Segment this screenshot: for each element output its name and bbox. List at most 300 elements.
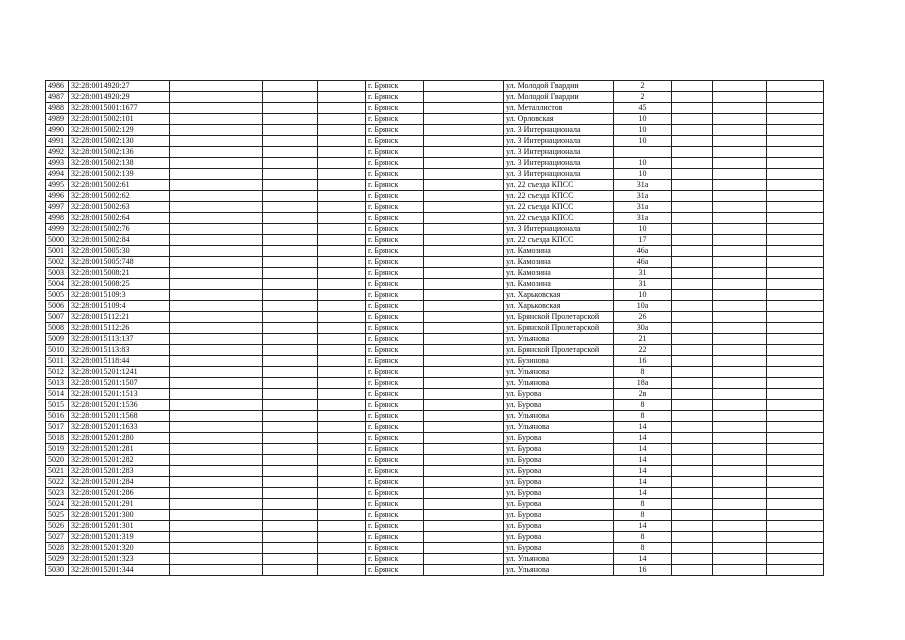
empty-cell xyxy=(672,543,713,554)
empty-cell xyxy=(170,422,263,433)
empty-cell xyxy=(672,246,713,257)
house-number-cell xyxy=(614,147,672,158)
street-cell: ул. Брянской Пролетарской xyxy=(504,312,614,323)
row-number-cell: 4992 xyxy=(46,147,69,158)
row-number-cell: 5016 xyxy=(46,411,69,422)
empty-cell xyxy=(424,378,504,389)
house-number-cell: 14 xyxy=(614,521,672,532)
empty-cell xyxy=(170,103,263,114)
empty-cell xyxy=(767,279,824,290)
table-row xyxy=(46,345,824,356)
city-cell: г. Брянск xyxy=(366,367,424,378)
empty-cell xyxy=(672,345,713,356)
city-cell: г. Брянск xyxy=(366,301,424,312)
empty-cell xyxy=(424,224,504,235)
empty-cell xyxy=(170,378,263,389)
table-row xyxy=(46,312,824,323)
city-cell: г. Брянск xyxy=(366,312,424,323)
house-number-cell: 2в xyxy=(614,389,672,400)
cadastral-number-cell: 32:28:0015201:1633 xyxy=(69,422,170,433)
cadastral-number-cell: 32:28:0015005:748 xyxy=(69,257,170,268)
house-number-cell: 14 xyxy=(614,455,672,466)
cadastral-number-cell: 32:28:0015201:1513 xyxy=(69,389,170,400)
row-number-cell: 5008 xyxy=(46,323,69,334)
house-number-cell: 18а xyxy=(614,378,672,389)
table-row xyxy=(46,114,824,125)
empty-cell xyxy=(767,466,824,477)
table-row xyxy=(46,202,824,213)
cadastral-number-cell: 32:28:0015008:25 xyxy=(69,279,170,290)
row-number-cell: 4989 xyxy=(46,114,69,125)
cadastral-number-cell: 32:28:0015201:1536 xyxy=(69,400,170,411)
table-row xyxy=(46,158,824,169)
row-number-cell: 4987 xyxy=(46,92,69,103)
city-cell: г. Брянск xyxy=(366,444,424,455)
empty-cell xyxy=(318,323,366,334)
city-cell: г. Брянск xyxy=(366,488,424,499)
empty-cell xyxy=(170,290,263,301)
city-cell: г. Брянск xyxy=(366,290,424,301)
empty-cell xyxy=(672,279,713,290)
cadastral-number-cell: 32:28:0015002:129 xyxy=(69,125,170,136)
empty-cell xyxy=(424,158,504,169)
empty-cell xyxy=(170,455,263,466)
empty-cell xyxy=(672,103,713,114)
empty-cell xyxy=(424,202,504,213)
city-cell: г. Брянск xyxy=(366,125,424,136)
empty-cell xyxy=(263,81,318,92)
cadastral-number-cell: 32:28:0015201:1241 xyxy=(69,367,170,378)
empty-cell xyxy=(263,301,318,312)
empty-cell xyxy=(170,389,263,400)
empty-cell xyxy=(424,477,504,488)
empty-cell xyxy=(318,334,366,345)
empty-cell xyxy=(713,180,767,191)
empty-cell xyxy=(170,543,263,554)
empty-cell xyxy=(318,433,366,444)
street-cell: ул. Металлистов xyxy=(504,103,614,114)
row-number-cell: 5007 xyxy=(46,312,69,323)
empty-cell xyxy=(263,147,318,158)
empty-cell xyxy=(672,180,713,191)
street-cell: ул. Камозина xyxy=(504,279,614,290)
empty-cell xyxy=(263,378,318,389)
empty-cell xyxy=(318,257,366,268)
empty-cell xyxy=(170,466,263,477)
cadastral-number-cell: 32:28:0015002:101 xyxy=(69,114,170,125)
cadastral-number-cell: 32:28:0014920:27 xyxy=(69,81,170,92)
empty-cell xyxy=(767,433,824,444)
empty-cell xyxy=(672,158,713,169)
street-cell: ул. Бурова xyxy=(504,488,614,499)
street-cell: ул. Ульянова xyxy=(504,565,614,576)
empty-cell xyxy=(318,378,366,389)
row-number-cell: 5001 xyxy=(46,246,69,257)
street-cell: ул. Харьковская xyxy=(504,301,614,312)
table-row xyxy=(46,246,824,257)
row-number-cell: 4986 xyxy=(46,81,69,92)
empty-cell xyxy=(170,510,263,521)
empty-cell xyxy=(713,356,767,367)
row-number-cell: 4997 xyxy=(46,202,69,213)
empty-cell xyxy=(713,279,767,290)
house-number-cell: 16 xyxy=(614,356,672,367)
row-number-cell: 5021 xyxy=(46,466,69,477)
row-number-cell: 5029 xyxy=(46,554,69,565)
empty-cell xyxy=(713,147,767,158)
empty-cell xyxy=(767,136,824,147)
cadastral-number-cell: 32:28:0015002:61 xyxy=(69,180,170,191)
empty-cell xyxy=(767,455,824,466)
empty-cell xyxy=(713,367,767,378)
empty-cell xyxy=(672,191,713,202)
table-row xyxy=(46,532,824,543)
empty-cell xyxy=(767,510,824,521)
empty-cell xyxy=(713,235,767,246)
cadastral-number-cell: 32:28:0015002:76 xyxy=(69,224,170,235)
empty-cell xyxy=(767,488,824,499)
city-cell: г. Брянск xyxy=(366,499,424,510)
empty-cell xyxy=(672,422,713,433)
empty-cell xyxy=(318,169,366,180)
empty-cell xyxy=(767,125,824,136)
street-cell: ул. Бурова xyxy=(504,521,614,532)
empty-cell xyxy=(170,554,263,565)
empty-cell xyxy=(672,521,713,532)
empty-cell xyxy=(170,114,263,125)
empty-cell xyxy=(263,422,318,433)
street-cell: ул. 22 съезда КПСС xyxy=(504,235,614,246)
table-row xyxy=(46,268,824,279)
empty-cell xyxy=(263,356,318,367)
empty-cell xyxy=(318,81,366,92)
empty-cell xyxy=(713,532,767,543)
empty-cell xyxy=(263,279,318,290)
empty-cell xyxy=(170,521,263,532)
empty-cell xyxy=(318,488,366,499)
empty-cell xyxy=(424,290,504,301)
empty-cell xyxy=(318,521,366,532)
table-row xyxy=(46,389,824,400)
table-row xyxy=(46,444,824,455)
street-cell: ул. 3 Интернационала xyxy=(504,125,614,136)
empty-cell xyxy=(713,378,767,389)
house-number-cell: 10 xyxy=(614,224,672,235)
empty-cell xyxy=(672,312,713,323)
empty-cell xyxy=(263,323,318,334)
table-row xyxy=(46,224,824,235)
table-row xyxy=(46,356,824,367)
empty-cell xyxy=(424,565,504,576)
empty-cell xyxy=(767,345,824,356)
city-cell: г. Брянск xyxy=(366,334,424,345)
empty-cell xyxy=(318,422,366,433)
row-number-cell: 4998 xyxy=(46,213,69,224)
empty-cell xyxy=(263,246,318,257)
empty-cell xyxy=(263,499,318,510)
empty-cell xyxy=(767,400,824,411)
city-cell: г. Брянск xyxy=(366,565,424,576)
empty-cell xyxy=(424,444,504,455)
empty-cell xyxy=(672,323,713,334)
empty-cell xyxy=(713,136,767,147)
empty-cell xyxy=(672,92,713,103)
empty-cell xyxy=(318,202,366,213)
empty-cell xyxy=(713,334,767,345)
street-cell: ул. 22 съезда КПСС xyxy=(504,191,614,202)
empty-cell xyxy=(170,125,263,136)
street-cell: ул. Ульянова xyxy=(504,367,614,378)
empty-cell xyxy=(713,202,767,213)
empty-cell xyxy=(713,158,767,169)
cadastral-number-cell: 32:28:0015002:63 xyxy=(69,202,170,213)
empty-cell xyxy=(318,455,366,466)
street-cell: ул. Бурова xyxy=(504,400,614,411)
row-number-cell: 4999 xyxy=(46,224,69,235)
table-row xyxy=(46,103,824,114)
table-row xyxy=(46,433,824,444)
house-number-cell: 46а xyxy=(614,246,672,257)
empty-cell xyxy=(767,334,824,345)
empty-cell xyxy=(170,411,263,422)
empty-cell xyxy=(318,389,366,400)
row-number-cell: 5005 xyxy=(46,290,69,301)
street-cell: ул. 22 съезда КПСС xyxy=(504,213,614,224)
cadastral-number-cell: 32:28:0015112:26 xyxy=(69,323,170,334)
empty-cell xyxy=(170,334,263,345)
empty-cell xyxy=(672,257,713,268)
empty-cell xyxy=(672,169,713,180)
table-row xyxy=(46,323,824,334)
empty-cell xyxy=(263,488,318,499)
empty-cell xyxy=(170,444,263,455)
cadastral-number-cell: 32:28:0015112:21 xyxy=(69,312,170,323)
house-number-cell: 31 xyxy=(614,268,672,279)
empty-cell xyxy=(424,180,504,191)
table-row xyxy=(46,554,824,565)
empty-cell xyxy=(263,191,318,202)
cadastral-number-cell: 32:28:0015113:137 xyxy=(69,334,170,345)
empty-cell xyxy=(318,301,366,312)
empty-cell xyxy=(424,543,504,554)
city-cell: г. Брянск xyxy=(366,466,424,477)
city-cell: г. Брянск xyxy=(366,279,424,290)
cadastral-number-cell: 32:28:0015201:344 xyxy=(69,565,170,576)
city-cell: г. Брянск xyxy=(366,400,424,411)
street-cell: ул. 3 Интернационала xyxy=(504,169,614,180)
house-number-cell: 8 xyxy=(614,543,672,554)
empty-cell xyxy=(767,202,824,213)
house-number-cell: 30а xyxy=(614,323,672,334)
table-row xyxy=(46,521,824,532)
empty-cell xyxy=(318,136,366,147)
street-cell: ул. Бурова xyxy=(504,433,614,444)
empty-cell xyxy=(713,257,767,268)
empty-cell xyxy=(318,345,366,356)
city-cell: г. Брянск xyxy=(366,257,424,268)
empty-cell xyxy=(424,521,504,532)
empty-cell xyxy=(424,257,504,268)
table-row xyxy=(46,81,824,92)
empty-cell xyxy=(318,213,366,224)
cadastral-number-cell: 32:28:0015201:320 xyxy=(69,543,170,554)
empty-cell xyxy=(263,433,318,444)
empty-cell xyxy=(767,290,824,301)
empty-cell xyxy=(263,543,318,554)
empty-cell xyxy=(672,499,713,510)
empty-cell xyxy=(713,499,767,510)
table-row xyxy=(46,488,824,499)
empty-cell xyxy=(713,103,767,114)
empty-cell xyxy=(424,213,504,224)
empty-cell xyxy=(672,455,713,466)
street-cell: ул. Бурова xyxy=(504,466,614,477)
empty-cell xyxy=(318,92,366,103)
empty-cell xyxy=(318,158,366,169)
empty-cell xyxy=(318,114,366,125)
empty-cell xyxy=(767,224,824,235)
empty-cell xyxy=(767,103,824,114)
table-row xyxy=(46,378,824,389)
empty-cell xyxy=(170,136,263,147)
empty-cell xyxy=(318,565,366,576)
row-number-cell: 5015 xyxy=(46,400,69,411)
empty-cell xyxy=(318,411,366,422)
empty-cell xyxy=(672,147,713,158)
house-number-cell: 14 xyxy=(614,433,672,444)
empty-cell xyxy=(767,554,824,565)
street-cell: ул. Бурова xyxy=(504,499,614,510)
street-cell: ул. Молодой Гвардии xyxy=(504,81,614,92)
empty-cell xyxy=(424,268,504,279)
empty-cell xyxy=(767,532,824,543)
house-number-cell: 31а xyxy=(614,202,672,213)
house-number-cell: 10а xyxy=(614,301,672,312)
cadastral-number-cell: 32:28:0015008:21 xyxy=(69,268,170,279)
street-cell: ул. Харьковская xyxy=(504,290,614,301)
empty-cell xyxy=(767,235,824,246)
empty-cell xyxy=(713,169,767,180)
empty-cell xyxy=(672,235,713,246)
empty-cell xyxy=(767,444,824,455)
empty-cell xyxy=(263,389,318,400)
empty-cell xyxy=(767,378,824,389)
empty-cell xyxy=(672,378,713,389)
street-cell: ул. Брянской Пролетарской xyxy=(504,345,614,356)
row-number-cell: 5017 xyxy=(46,422,69,433)
cadastral-number-cell: 32:28:0015201:281 xyxy=(69,444,170,455)
cadastral-number-cell: 32:28:0015109:4 xyxy=(69,301,170,312)
street-cell: ул. Бурова xyxy=(504,444,614,455)
city-cell: г. Брянск xyxy=(366,213,424,224)
empty-cell xyxy=(318,367,366,378)
house-number-cell: 21 xyxy=(614,334,672,345)
empty-cell xyxy=(767,411,824,422)
empty-cell xyxy=(318,103,366,114)
empty-cell xyxy=(713,488,767,499)
city-cell: г. Брянск xyxy=(366,92,424,103)
empty-cell xyxy=(263,400,318,411)
empty-cell xyxy=(672,565,713,576)
empty-cell xyxy=(713,455,767,466)
empty-cell xyxy=(318,147,366,158)
empty-cell xyxy=(424,499,504,510)
empty-cell xyxy=(767,367,824,378)
house-number-cell: 14 xyxy=(614,477,672,488)
city-cell: г. Брянск xyxy=(366,246,424,257)
street-cell: ул. Ульянова xyxy=(504,411,614,422)
city-cell: г. Брянск xyxy=(366,158,424,169)
cadastral-number-cell: 32:28:0014920:29 xyxy=(69,92,170,103)
empty-cell xyxy=(424,532,504,543)
table-row xyxy=(46,334,824,345)
empty-cell xyxy=(424,246,504,257)
cadastral-number-cell: 32:28:0015201:1507 xyxy=(69,378,170,389)
table-row xyxy=(46,191,824,202)
empty-cell xyxy=(318,477,366,488)
empty-cell xyxy=(767,422,824,433)
house-number-cell: 8 xyxy=(614,532,672,543)
empty-cell xyxy=(263,466,318,477)
empty-cell xyxy=(170,356,263,367)
empty-cell xyxy=(170,532,263,543)
house-number-cell: 10 xyxy=(614,169,672,180)
empty-cell xyxy=(424,554,504,565)
empty-cell xyxy=(170,158,263,169)
street-cell: ул. Ульянова xyxy=(504,334,614,345)
cadastral-number-cell: 32:28:0015005:30 xyxy=(69,246,170,257)
table-row xyxy=(46,257,824,268)
city-cell: г. Брянск xyxy=(366,477,424,488)
table-row xyxy=(46,92,824,103)
empty-cell xyxy=(263,565,318,576)
street-cell: ул. 22 съезда КПСС xyxy=(504,202,614,213)
city-cell: г. Брянск xyxy=(366,136,424,147)
city-cell: г. Брянск xyxy=(366,81,424,92)
empty-cell xyxy=(672,334,713,345)
empty-cell xyxy=(424,389,504,400)
empty-cell xyxy=(672,136,713,147)
house-number-cell: 2 xyxy=(614,92,672,103)
registry-table xyxy=(45,80,824,576)
empty-cell xyxy=(263,367,318,378)
street-cell: ул. Бурова xyxy=(504,455,614,466)
table-row xyxy=(46,411,824,422)
cadastral-number-cell: 32:28:0015118:44 xyxy=(69,356,170,367)
empty-cell xyxy=(672,433,713,444)
empty-cell xyxy=(767,180,824,191)
table-row xyxy=(46,290,824,301)
city-cell: г. Брянск xyxy=(366,378,424,389)
empty-cell xyxy=(672,301,713,312)
house-number-cell: 22 xyxy=(614,345,672,356)
empty-cell xyxy=(767,565,824,576)
empty-cell xyxy=(672,268,713,279)
table-row xyxy=(46,125,824,136)
house-number-cell: 26 xyxy=(614,312,672,323)
empty-cell xyxy=(318,543,366,554)
empty-cell xyxy=(170,81,263,92)
empty-cell xyxy=(672,532,713,543)
empty-cell xyxy=(713,268,767,279)
empty-cell xyxy=(767,114,824,125)
city-cell: г. Брянск xyxy=(366,235,424,246)
empty-cell xyxy=(713,543,767,554)
street-cell: ул. Бурова xyxy=(504,543,614,554)
row-number-cell: 5000 xyxy=(46,235,69,246)
empty-cell xyxy=(170,246,263,257)
row-number-cell: 4988 xyxy=(46,103,69,114)
